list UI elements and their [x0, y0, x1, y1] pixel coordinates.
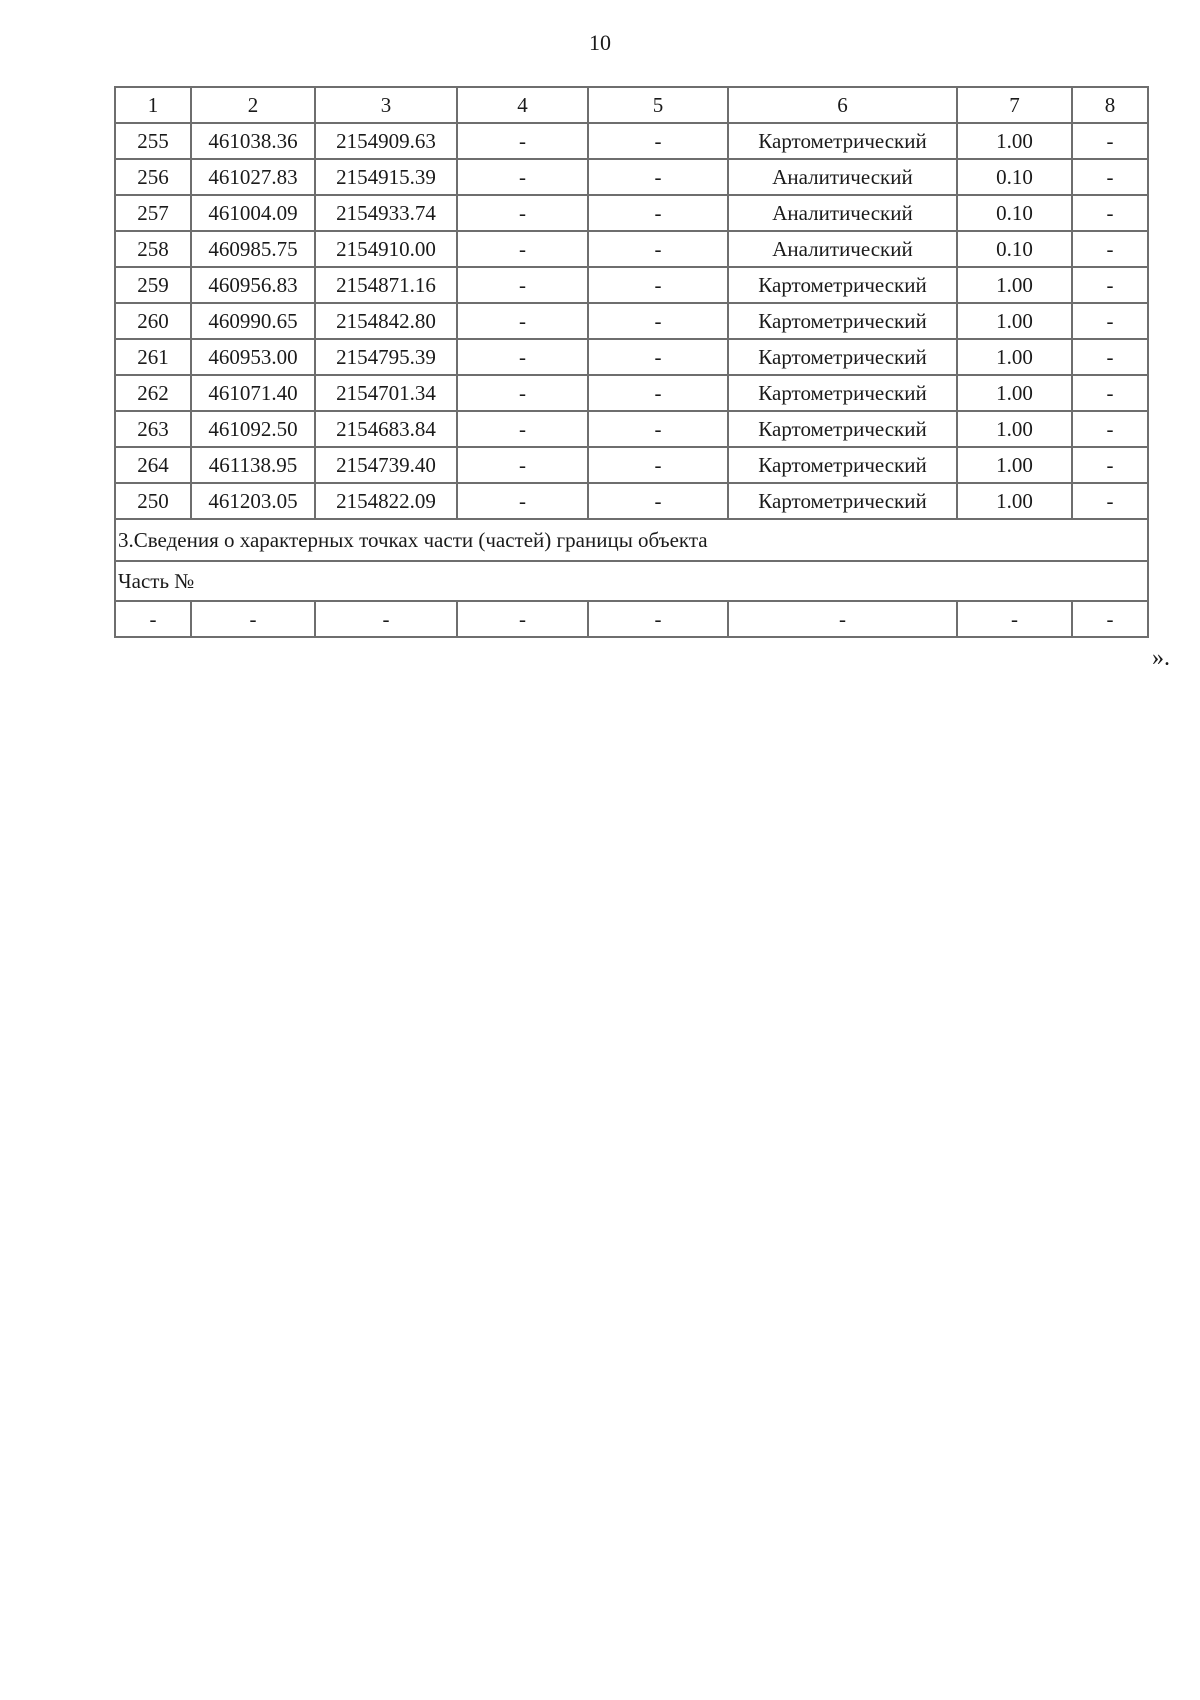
- table-cell: Картометрический: [728, 375, 957, 411]
- table-cell: -: [115, 601, 191, 637]
- table-cell: 0.10: [957, 195, 1072, 231]
- column-number-6: 6: [728, 87, 957, 123]
- column-number-5: 5: [588, 87, 728, 123]
- table-cell: -: [457, 483, 588, 519]
- part-label: Часть №: [115, 561, 1148, 601]
- table-cell: 263: [115, 411, 191, 447]
- table-cell: 2154842.80: [315, 303, 457, 339]
- table-cell: 255: [115, 123, 191, 159]
- table-cell: -: [191, 601, 315, 637]
- table-cell: 260: [115, 303, 191, 339]
- table-cell: 1.00: [957, 303, 1072, 339]
- table-cell: -: [588, 483, 728, 519]
- table-cell: 2154822.09: [315, 483, 457, 519]
- table-cell: -: [1072, 601, 1148, 637]
- table-cell: -: [457, 195, 588, 231]
- table-cell: -: [457, 267, 588, 303]
- table-cell: Картометрический: [728, 411, 957, 447]
- table-cell: -: [957, 601, 1072, 637]
- column-number-2: 2: [191, 87, 315, 123]
- table-cell: 250: [115, 483, 191, 519]
- table-cell: 460953.00: [191, 339, 315, 375]
- table-cell: -: [1072, 375, 1148, 411]
- table-cell: -: [457, 159, 588, 195]
- table-cell: 460985.75: [191, 231, 315, 267]
- table-cell: 2154683.84: [315, 411, 457, 447]
- table-cell: Картометрический: [728, 267, 957, 303]
- table-cell: -: [588, 601, 728, 637]
- table-cell: 2154915.39: [315, 159, 457, 195]
- table-cell: -: [588, 375, 728, 411]
- table-cell: 2154701.34: [315, 375, 457, 411]
- column-number-8: 8: [1072, 87, 1148, 123]
- table-row: [115, 231, 1148, 267]
- table-cell: 1.00: [957, 447, 1072, 483]
- table-row: [115, 375, 1148, 411]
- table-cell: -: [457, 601, 588, 637]
- table-cell: -: [588, 303, 728, 339]
- table-row: [115, 411, 1148, 447]
- table-cell: -: [1072, 123, 1148, 159]
- table-cell: -: [457, 375, 588, 411]
- table-cell: -: [1072, 231, 1148, 267]
- table-cell: Картометрический: [728, 303, 957, 339]
- table-cell: Аналитический: [728, 231, 957, 267]
- table-row: [115, 195, 1148, 231]
- table-cell: 460990.65: [191, 303, 315, 339]
- table-cell: 1.00: [957, 411, 1072, 447]
- table-cell: -: [1072, 303, 1148, 339]
- table-row: [115, 447, 1148, 483]
- table-cell: -: [1072, 483, 1148, 519]
- table-cell: 1.00: [957, 267, 1072, 303]
- table-cell: Аналитический: [728, 195, 957, 231]
- table-cell: Аналитический: [728, 159, 957, 195]
- table-cell: 259: [115, 267, 191, 303]
- table-cell: 261: [115, 339, 191, 375]
- column-number-4: 4: [457, 87, 588, 123]
- table-cell: 0.10: [957, 159, 1072, 195]
- table-cell: 2154739.40: [315, 447, 457, 483]
- table-row: [115, 303, 1148, 339]
- table-cell: 461038.36: [191, 123, 315, 159]
- section-title-row: [115, 519, 1148, 561]
- table-cell: 2154933.74: [315, 195, 457, 231]
- table-cell: -: [1072, 411, 1148, 447]
- table-row: [115, 339, 1148, 375]
- table-row: [115, 123, 1148, 159]
- table-cell: Картометрический: [728, 123, 957, 159]
- table-cell: 461203.05: [191, 483, 315, 519]
- table-cell: Картометрический: [728, 447, 957, 483]
- table-cell: 461092.50: [191, 411, 315, 447]
- table-cell: -: [457, 303, 588, 339]
- table-cell: -: [588, 231, 728, 267]
- table-cell: 461138.95: [191, 447, 315, 483]
- table-cell: 2154909.63: [315, 123, 457, 159]
- table-cell: -: [315, 601, 457, 637]
- column-number-7: 7: [957, 87, 1072, 123]
- table-header-row: [115, 87, 1148, 123]
- table-cell: 1.00: [957, 339, 1072, 375]
- table-row: [115, 159, 1148, 195]
- table-cell: 461027.83: [191, 159, 315, 195]
- table-cell: -: [457, 447, 588, 483]
- table-cell: -: [1072, 159, 1148, 195]
- table-row: [115, 483, 1148, 519]
- table-cell: 2154910.00: [315, 231, 457, 267]
- table-cell: 460956.83: [191, 267, 315, 303]
- table-cell: -: [588, 411, 728, 447]
- table-cell: -: [1072, 267, 1148, 303]
- coordinates-table: [114, 86, 1149, 638]
- table-cell: -: [588, 339, 728, 375]
- table-cell: Картометрический: [728, 483, 957, 519]
- table-cell: -: [1072, 447, 1148, 483]
- column-number-3: 3: [315, 87, 457, 123]
- table-cell: 1.00: [957, 375, 1072, 411]
- table-cell: -: [457, 411, 588, 447]
- table-cell: 257: [115, 195, 191, 231]
- closing-mark: ».: [1152, 645, 1170, 671]
- table-cell: -: [588, 159, 728, 195]
- table-cell: 461071.40: [191, 375, 315, 411]
- page-number: 10: [589, 30, 611, 55]
- column-number-1: 1: [115, 87, 191, 123]
- table-cell: 2154871.16: [315, 267, 457, 303]
- table-cell: -: [728, 601, 957, 637]
- table-cell: 264: [115, 447, 191, 483]
- table-cell: -: [588, 123, 728, 159]
- table-cell: 1.00: [957, 483, 1072, 519]
- table-row: [115, 267, 1148, 303]
- table-cell: 262: [115, 375, 191, 411]
- part-label-row: [115, 561, 1148, 601]
- table-cell: -: [588, 195, 728, 231]
- table-cell: 258: [115, 231, 191, 267]
- table-cell: Картометрический: [728, 339, 957, 375]
- table-cell: -: [1072, 195, 1148, 231]
- table-cell: -: [588, 267, 728, 303]
- table-cell: 461004.09: [191, 195, 315, 231]
- table-cell: 0.10: [957, 231, 1072, 267]
- table-cell: -: [457, 339, 588, 375]
- table-cell: -: [457, 123, 588, 159]
- table-cell: 2154795.39: [315, 339, 457, 375]
- section-title: 3.Сведения о характерных точках части (частей) границы объекта: [115, 519, 1148, 561]
- table-cell: -: [588, 447, 728, 483]
- table-cell: 1.00: [957, 123, 1072, 159]
- table-body: [115, 87, 1148, 637]
- table-cell: -: [457, 231, 588, 267]
- table-cell: -: [1072, 339, 1148, 375]
- empty-part-row: [115, 601, 1148, 637]
- table-cell: 256: [115, 159, 191, 195]
